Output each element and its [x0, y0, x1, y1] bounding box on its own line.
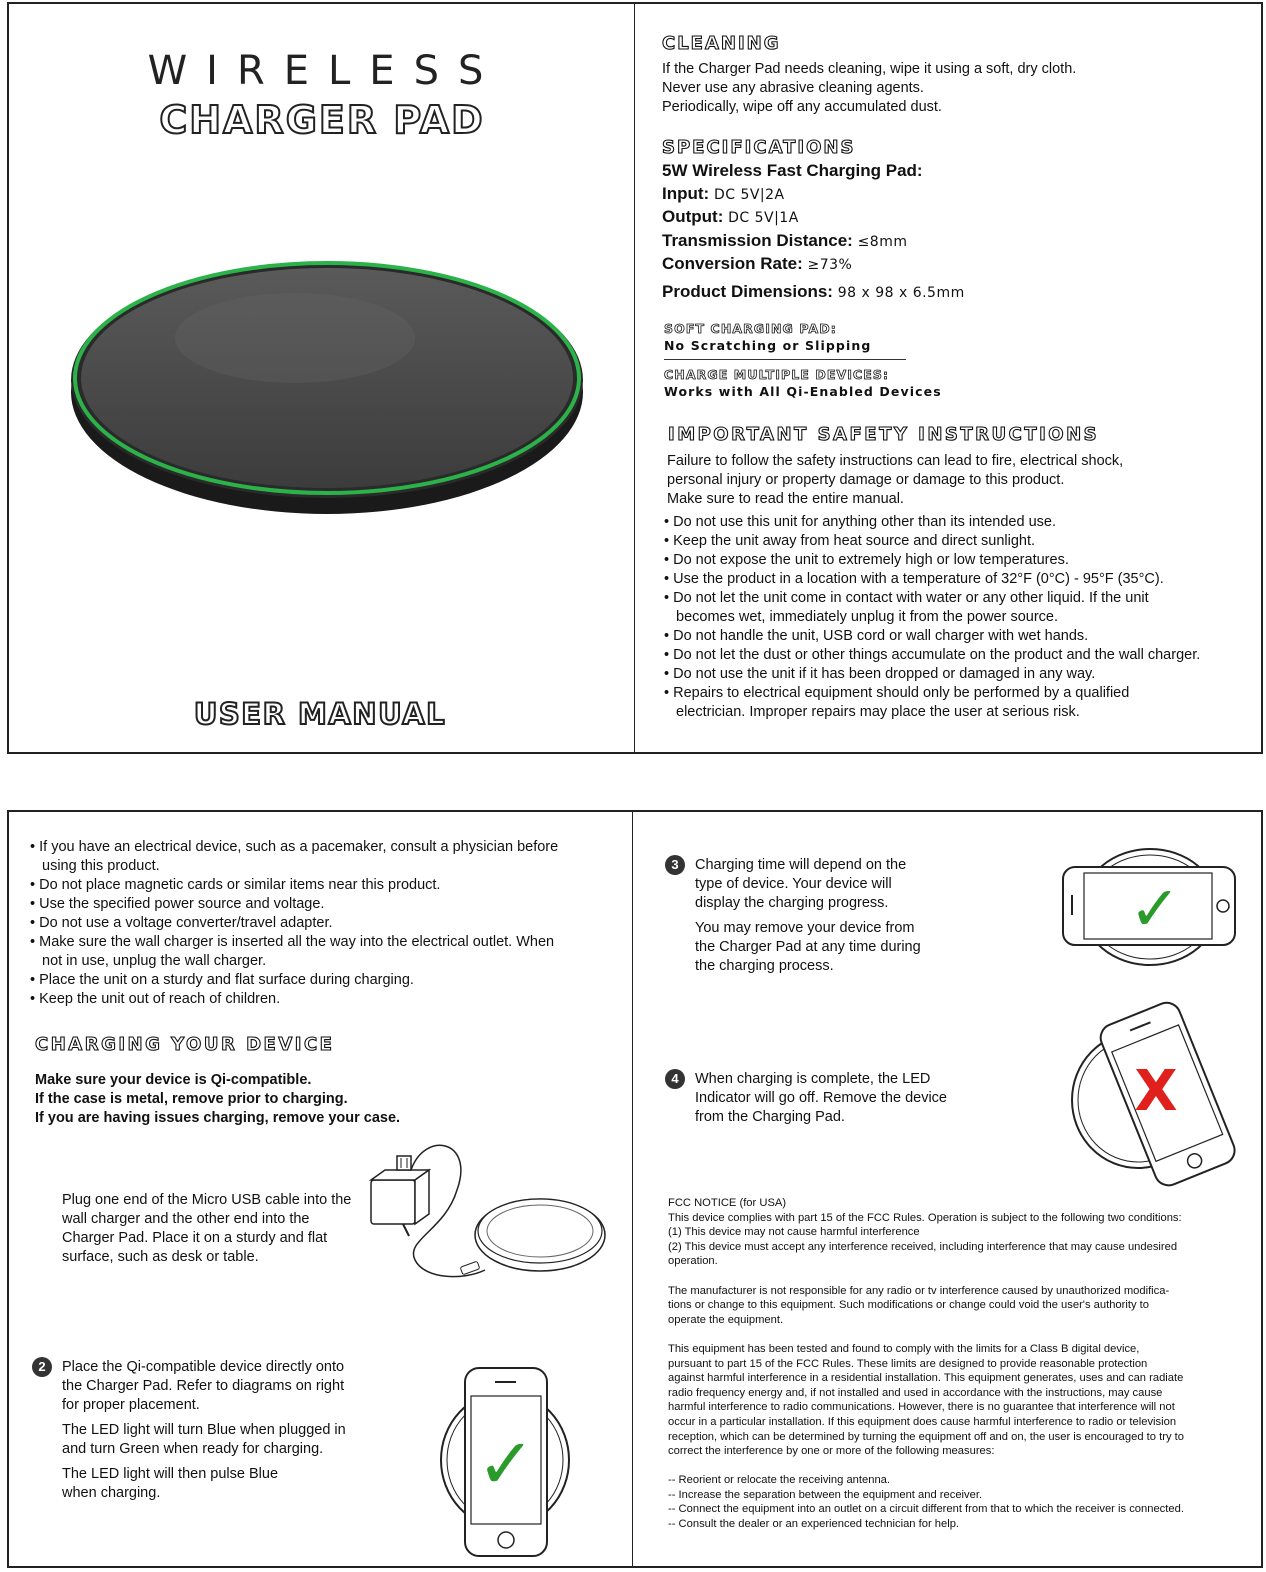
safety-intro [667, 452, 1227, 509]
spec-value: DC 5V|2A [713, 186, 785, 203]
cleaning-text [662, 60, 1222, 117]
safety-bullets-continued [30, 838, 570, 1009]
step2-text [62, 1358, 362, 1509]
top-sheet-divider [634, 2, 635, 754]
safety-bullet: • Do not use a voltage converter/travel adapter. [30, 914, 570, 933]
safety-bullet: • Do not let the unit come in contact with water or any other liquid. If the unit becomes wet, immediately unplug it from the power source. [664, 589, 1166, 627]
spec-label: Conversion Rate: [662, 254, 803, 273]
step2-paragraph: The LED light will turn Blue when plugged in and turn Green when ready for charging. [62, 1422, 346, 1457]
safety-bullet: • Do not handle the unit, USB cord or wall charger with wet hands. [664, 627, 1254, 646]
spec-value: DC 5V|1A [728, 210, 799, 226]
cleaning-line: Periodically, wipe off any accumulated dust. [662, 99, 942, 115]
step4-text [695, 1070, 950, 1133]
feature-desc: No Scratching or Slipping [664, 338, 872, 353]
safety-bullet: • Do not use this unit for anything other than its intended use. [664, 513, 1254, 532]
spec-label: Transmission Distance: [662, 230, 853, 250]
spec-value: ≤8mm [857, 233, 908, 250]
cover-title-charger-pad: CHARGER PAD [159, 98, 485, 142]
phone-correct-placement-image [440, 1360, 570, 1560]
safety-intro-line: personal injury or property damage or damage to this product. [667, 472, 1065, 488]
step2-paragraph: The LED light will then pulse Blue when charging. [62, 1466, 279, 1501]
safety-bullet: • If you have an electrical device, such as a pacemaker, consult a physician before using this product. [30, 838, 562, 876]
wrong-mark: X [1134, 1059, 1178, 1124]
bottom-sheet-divider [632, 810, 633, 1568]
phone-landscape-placement-image [1060, 845, 1240, 970]
spec-label: Product Dimensions: [662, 281, 833, 301]
specifications-heading: SPECIFICATIONS [662, 137, 856, 158]
step1-text: Plug one end of the Micro USB cable into the wall charger and the other end into the Charger Pad. Place it on a sturdy and flat surface, such as desk or table. [62, 1192, 352, 1265]
cleaning-line: Never use any abrasive cleaning agents. [662, 80, 924, 96]
safety-bullet: • Do not expose the unit to extremely high or low temperatures. [664, 551, 1254, 570]
spec-value: 98 x 98 x 6.5mm [837, 284, 965, 301]
step-number-badge: 2 [32, 1357, 52, 1377]
safety-bullet: • Do not place magnetic cards or similar items near this product. [30, 876, 570, 895]
cleaning-heading: CLEANING [662, 33, 781, 54]
safety-bullets [664, 513, 1254, 722]
safety-bullet: • Do not let the dust or other things accumulate on the product and the wall charger. [664, 646, 1254, 665]
specifications-list [662, 160, 1222, 304]
feature-desc: Works with All Qi-Enabled Devices [664, 384, 942, 399]
safety-bullet: • Use the product in a location with a temperature of 32°F (0°C) - 95°F (35°C). [664, 570, 1254, 589]
spec-label: Output: [662, 207, 724, 226]
safety-intro-line: Make sure to read the entire manual. [667, 491, 904, 507]
charging-note: If the case is metal, remove prior to charging. [35, 1091, 348, 1107]
step4-paragraph: When charging is complete, the LED Indicator will go off. Remove the device from the Charging Pad. [695, 1071, 948, 1125]
feature-soft-pad [664, 320, 871, 354]
safety-bullet: • Repairs to electrical equipment should only be performed by a qualified electrician. Improper repairs may place the user at serious risk. [664, 684, 1176, 722]
cover-title-wireless: WIRELESS [147, 48, 503, 94]
charging-note: Make sure your device is Qi-compatible. [35, 1072, 312, 1088]
step-number-badge: 4 [665, 1069, 685, 1089]
spec-label: Input: [662, 183, 710, 203]
safety-bullet: • Make sure the wall charger is inserted all the way into the electrical outlet. When not in use, unplug the wall charger. [30, 933, 572, 971]
feature-title: CHARGE MULTIPLE DEVICES: [664, 367, 890, 382]
check-mark: ✓ [1129, 872, 1181, 945]
charging-note: If you are having issues charging, remove your case. [35, 1110, 401, 1126]
safety-bullet: • Keep the unit out of reach of children. [30, 990, 570, 1009]
charging-notes [35, 1071, 595, 1128]
fcc-notice: FCC NOTICE (for USA) This device complies with part 15 of the FCC Rules. Operation is subject to the following two conditions: (1) This device may not cause harmful interference (2) This device must accept any interference received, including interference that may cause undesired operation. The manufacturer is not responsible for any radio or tv interference caused by unauthorized modifica- tions or change to this equipment. Such modifications or change could void the user's authority to operate the equipment. This equipment has been tested and found to comply with the limits for a Class B digital device, pursuant to part 15 of the FCC Rules. These limits are designed to provide reasonable protection against harmful interference in a residential installation. This equipment generates, uses and can radiate radio frequency energy and, if not installed and used in accordance with the instructions, may cause harmful interference to radio communications. However, there is no guarantee that interference will not occur in a particular installation. If this equipment does cause harmful interference to radio or television reception, which can be determined by turning the equipment off and on, the user is encouraged to try to correct the interference by one or more of the following measures: -- Reorient or relocate the receiving antenna. -- Increase the separation between the equipment and receiver. -- Connect the equipment into an outlet on a circuit different from that to which the receiver is connected. -- Consult the dealer or an experienced technician for help. [668, 1197, 1184, 1531]
charging-heading: CHARGING YOUR DEVICE [35, 1034, 335, 1055]
step3-paragraph: You may remove your device from the Charger Pad at any time during the charging process. [695, 920, 921, 974]
safety-heading: IMPORTANT SAFETY INSTRUCTIONS [668, 424, 1100, 445]
step2-paragraph: Place the Qi-compatible device directly onto the Charger Pad. Refer to diagrams on right for proper placement. [62, 1359, 345, 1413]
check-mark: ✓ [476, 1423, 536, 1505]
charger-pad-image [65, 248, 595, 516]
safety-bullet: • Do not use the unit if it has been dropped or damaged in any way. [664, 665, 1254, 684]
spec-product: 5W Wireless Fast Charging Pad: [662, 161, 923, 180]
safety-bullet: • Use the specified power source and voltage. [30, 895, 570, 914]
spec-value: ≥73% [807, 257, 853, 273]
step-number-badge: 3 [665, 855, 685, 875]
safety-intro-line: Failure to follow the safety instructions can lead to fire, electrical shock, [667, 453, 1124, 469]
step3-paragraph: Charging time will depend on the type of device. Your device will display the charging progress. [695, 857, 907, 911]
feature-title: SOFT CHARGING PAD: [664, 321, 837, 336]
safety-bullet: • Keep the unit away from heat source and direct sunlight. [664, 532, 1254, 551]
safety-bullet: • Place the unit on a sturdy and flat surface during charging. [30, 971, 570, 990]
step3-text [695, 856, 935, 982]
feature-multi-device [664, 366, 942, 400]
phone-wrong-placement-image [1068, 1000, 1238, 1190]
cover-user-manual: USER MANUAL [193, 697, 447, 731]
wall-charger-cable-pad-image [365, 1140, 625, 1285]
cleaning-line: If the Charger Pad needs cleaning, wipe it using a soft, dry cloth. [662, 61, 1077, 77]
feature-divider [664, 359, 906, 360]
